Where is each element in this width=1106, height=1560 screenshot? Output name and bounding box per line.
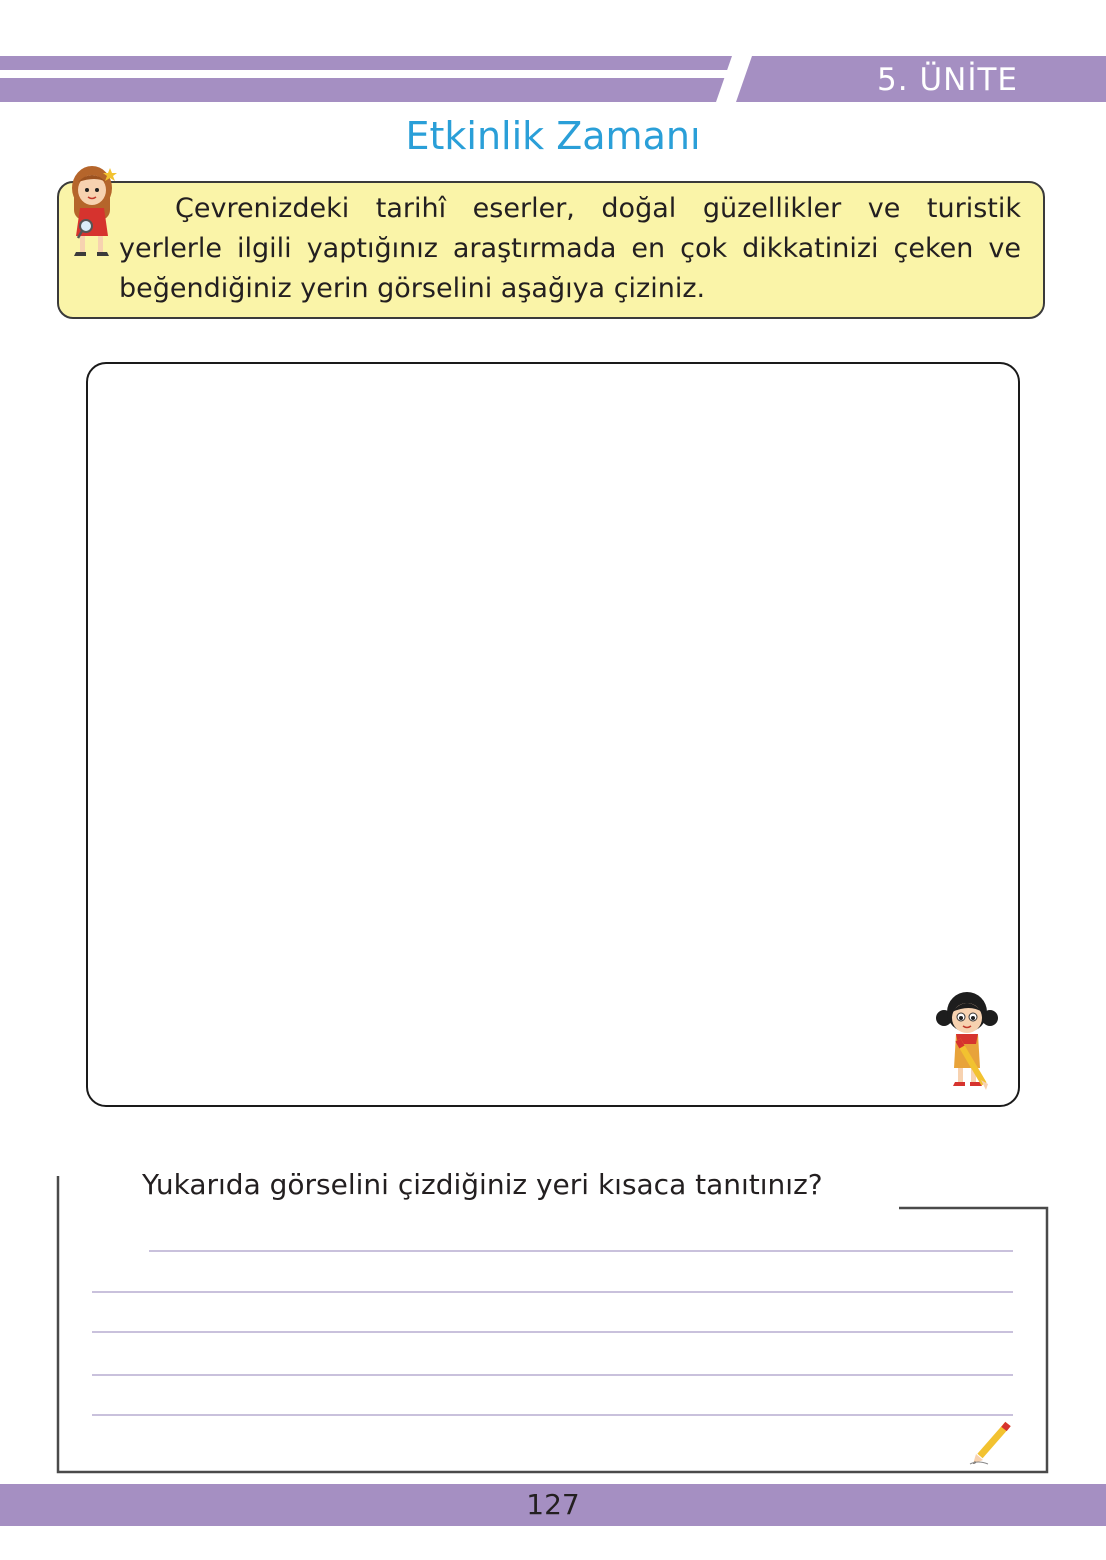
drawing-area[interactable] [86,362,1020,1107]
writing-line[interactable] [92,1374,1013,1376]
girl-with-pencil-icon [936,988,998,1090]
writing-line[interactable] [92,1291,1013,1293]
instruction-text: Çevrenizdeki tarihî eserler, doğal güzellikler ve turistik yerlerle ilgili yaptığınız araştırmada en çok dikkatinizi çeken ve beğendiğiniz yerin görselini aşağıya çiziniz. [119,193,1021,304]
pencil-icon [968,1420,1014,1466]
girl-with-magnifier-icon [66,160,120,260]
question-text: Yukarıda görselini çizdiğiniz yeri kısaca tanıtınız? [142,1168,823,1201]
instruction-box [57,181,1045,319]
writing-line[interactable] [92,1331,1013,1333]
page-number: 127 [526,1488,580,1521]
page-title: Etkinlik Zamanı [405,114,701,158]
writing-line[interactable] [149,1250,1013,1252]
unit-label: 5. ÜNİTE [877,62,1018,98]
writing-line[interactable] [92,1414,1013,1416]
